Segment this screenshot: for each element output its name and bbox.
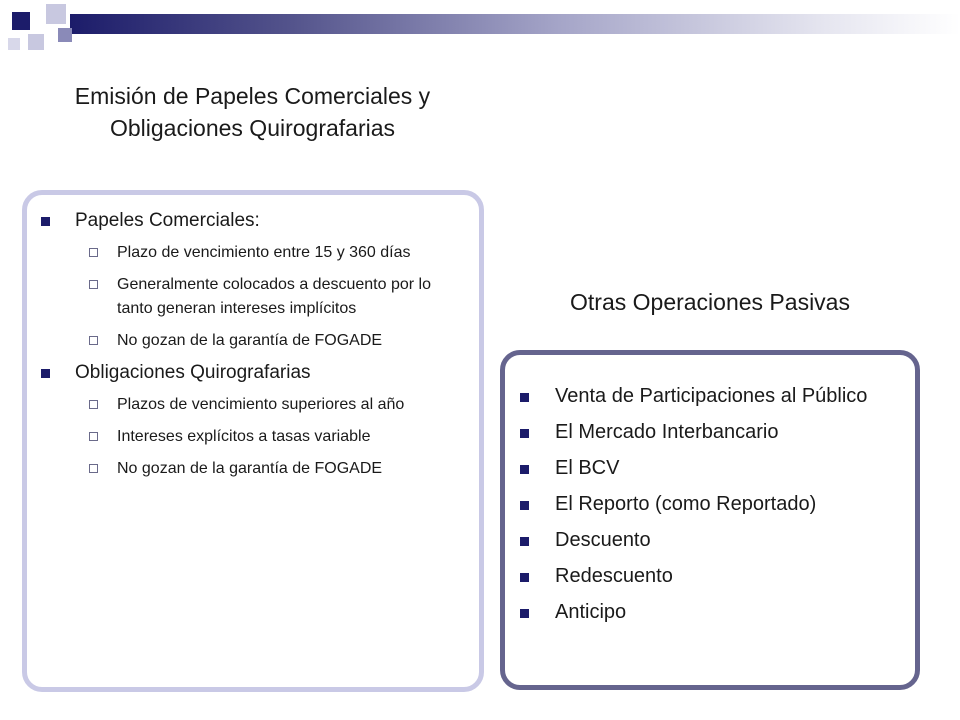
list-item <box>31 361 479 385</box>
right-title: Otras Operaciones Pasivas <box>570 289 850 315</box>
hollow-square-bullet-icon <box>89 248 98 257</box>
sub-list-item <box>31 457 479 481</box>
sub-item-text: No gozan de la garantía de FOGADE <box>117 460 383 477</box>
list-item <box>510 599 915 626</box>
list-item-label: El Mercado Interbancario <box>555 421 779 443</box>
sub-item-text: Intereses explícitos a tasas variable <box>117 428 371 445</box>
list-item <box>510 455 915 482</box>
left-title: Emisión de Papeles Comerciales y Obligaciones Quirografarias <box>74 83 431 141</box>
hollow-square-bullet-icon <box>89 464 98 473</box>
sub-list-item <box>31 329 479 353</box>
sub-item-text: Plazo de vencimiento entre 15 y 360 días <box>117 244 411 261</box>
square-bullet-icon <box>520 393 529 402</box>
list-item <box>510 491 915 518</box>
sub-item-text: Plazos de vencimiento superiores al año <box>117 396 405 413</box>
decorative-square <box>8 38 20 50</box>
list-item <box>510 419 915 446</box>
list-item-label: Anticipo <box>555 601 627 623</box>
hollow-square-bullet-icon <box>89 280 98 289</box>
decorative-square <box>12 12 30 30</box>
hollow-square-bullet-icon <box>89 336 98 345</box>
list-item-label: Descuento <box>555 529 651 551</box>
list-item <box>510 563 915 590</box>
hollow-square-bullet-icon <box>89 400 98 409</box>
sub-item-text: Generalmente colocados a descuento por lo tanto generan intereses implícitos <box>117 276 431 317</box>
list-item-label: El Reporto (como Reportado) <box>555 493 817 515</box>
hollow-square-bullet-icon <box>89 432 98 441</box>
sub-list-item <box>31 393 479 417</box>
square-bullet-icon <box>41 217 50 226</box>
list-item-label: Obligaciones Quirografarias <box>75 362 311 383</box>
right-bullet-list <box>510 383 915 635</box>
right-content-box <box>500 350 920 690</box>
list-item <box>31 209 479 233</box>
decorative-square <box>58 28 72 42</box>
sub-list-item <box>31 425 479 449</box>
list-item <box>510 383 915 410</box>
square-bullet-icon <box>520 429 529 438</box>
header-gradient-band <box>70 14 960 34</box>
square-bullet-icon <box>41 369 50 378</box>
square-bullet-icon <box>520 573 529 582</box>
list-item-label: Redescuento <box>555 565 673 587</box>
left-content-box <box>22 190 484 692</box>
decorative-square <box>46 4 66 24</box>
left-bullet-list <box>31 209 479 489</box>
square-bullet-icon <box>520 609 529 618</box>
square-bullet-icon <box>520 465 529 474</box>
sub-list-item <box>31 273 479 321</box>
list-item <box>510 527 915 554</box>
list-item-label: Venta de Participaciones al Público <box>555 385 868 407</box>
list-item-label: Papeles Comerciales: <box>75 210 260 231</box>
list-item-label: El BCV <box>555 457 620 479</box>
decorative-square <box>28 34 44 50</box>
sub-item-text: No gozan de la garantía de FOGADE <box>117 332 383 349</box>
sub-list-item <box>31 241 479 265</box>
square-bullet-icon <box>520 537 529 546</box>
square-bullet-icon <box>520 501 529 510</box>
